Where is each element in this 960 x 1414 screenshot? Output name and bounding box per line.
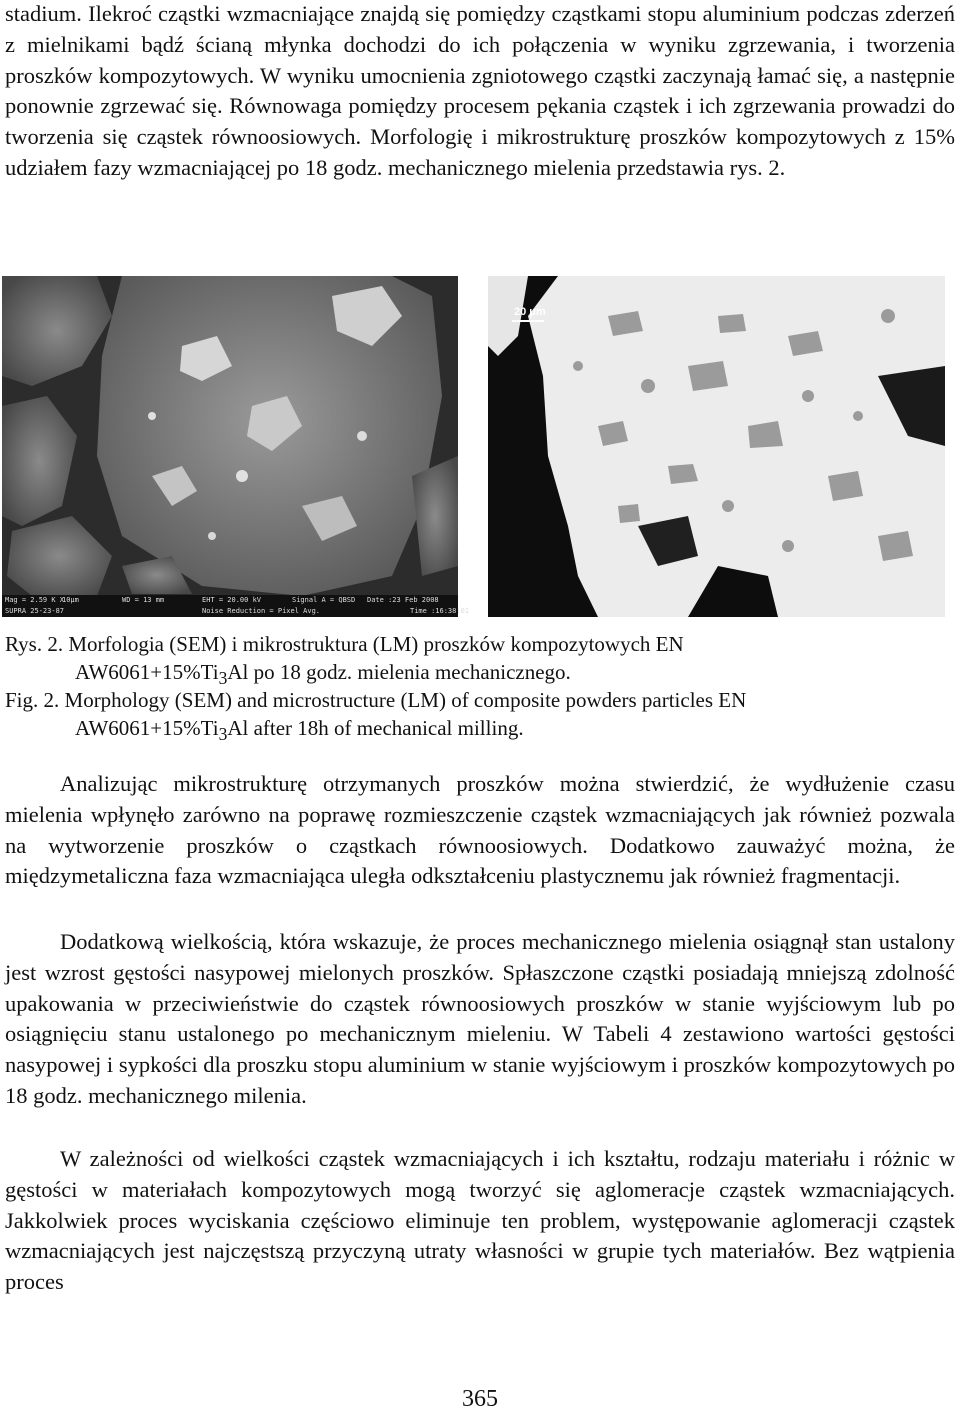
sem-databar (2, 595, 470, 617)
paragraph-analysis: Analizując mikrostrukturę otrzymanych proszków można stwierdzić, że wydłużenie czasu mielenia wpłynęło zarówno na poprawę rozmieszczenie cząstek wzmacniających jak również pozwala na wytworzenie proszków o cząstkach równoosiowych. Dodatkowo zauważyć można, że międzymetaliczna faza wzmacniająca uległa odkształceniu plastycznemu jak również fragmentacji. (5, 771, 955, 889)
lm-micrograph (488, 276, 945, 617)
caption-pl-formula: AW6061+15%Ti (75, 660, 219, 684)
caption-pl-subscript: 3 (218, 668, 228, 689)
sem-mag: Mag = 2.59 K X (5, 596, 65, 604)
sem-instrument: SUPRA 25-23-87 (5, 607, 65, 615)
sem-eht: EHT = 20.00 kV (202, 596, 262, 604)
caption-pl-label: Rys. 2. (5, 632, 64, 656)
sem-scale: 10μm (62, 596, 79, 604)
paragraph-density: Dodatkową wielkością, która wskazuje, że proces mechanicznego mielenia osiągnął stan ustalony jest wzrost gęstości nasypowej mielonych proszków. Spłaszczone cząstki posiadają mniejszą zdolność upakowania w przeciwieństwie do cząstek równoosiowych proszków w stanie wyjściowym lub po osiągnięciu stanu ustalonego po mechanicznym mieleniu. W Tabeli 4 zestawiono wartości gęstości nasypowej i sypkości dla proszku stopu aluminium w stanie wyjściowym i proszków kompozytowych po 18 godz. mechanicznego milenia. (5, 929, 955, 1108)
lm-scale-bar (512, 320, 544, 322)
page-number: 365 (462, 1386, 498, 1412)
paragraph-agglomeration: W zależności od wielkości cząstek wzmacniających i ich kształtu, rodzaju materiału i różnic w gęstości w materiałach kompozytowych mogą tworzyć się aglomeracje cząstek wzmacniających. Jakkolwiek proces wyciskania częściowo eliminuje ten problem, występowanie aglomeracji cząstek wzmacniających jest najczęstszą przyczyną utraty własności w grupie tych materiałów. Bez wątpienia proces (5, 1146, 955, 1295)
sem-powder-image (2, 276, 458, 617)
figure-caption-pl (5, 630, 955, 692)
caption-pl-line2: Al po 18 godz. mielenia mechanicznego. (227, 660, 571, 684)
caption-en-label: Fig. 2. (5, 688, 60, 712)
sem-time: Time :16:38:01 (410, 607, 470, 615)
paragraph-intro: stadium. Ilekroć cząstki wzmacniające znajdą się pomiędzy cząstkami stopu aluminium podczas zderzeń z mielnikami bądź ścianą młynka dochodzi do ich połączenia w wyniku zgrzewania, i tworzenia proszków kompozytowych. W wyniku umocnienia zgniotowego cząstki zaczynają łamać się, a następnie ponownie zgrzewać się. Równowaga pomiędzy procesem pękania cząstek i ich zgrzewania prowadzi do tworzenia się cząstek równoosiowych. Morfologię i mikrostrukturę proszków kompozytowych z 15% udziałem fazy wzmacniającej po 18 godz. mechanicznego mielenia przedstawia rys. 2. (5, 1, 955, 180)
figure-caption-en (5, 686, 955, 748)
sem-wd: WD = 13 mm (122, 596, 165, 604)
caption-en-line1: Morphology (SEM) and microstructure (LM) of composite powders particles EN (59, 688, 747, 712)
sem-signal: Signal A = QBSD (292, 596, 356, 604)
lm-scale-label: 20 μm (514, 306, 546, 318)
sem-micrograph (2, 276, 470, 617)
sem-date: Date :23 Feb 2008 (367, 596, 439, 604)
caption-en-line2: Al after 18h of mechanical milling. (227, 716, 524, 740)
sem-noise: Noise Reduction = Pixel Avg. (202, 607, 321, 615)
caption-pl-line1: Morfologia (SEM) i mikrostruktura (LM) proszków kompozytowych EN (63, 632, 684, 656)
caption-en-formula: AW6061+15%Ti (75, 716, 219, 740)
lm-structure-image (488, 276, 945, 617)
caption-en-subscript: 3 (218, 724, 228, 745)
